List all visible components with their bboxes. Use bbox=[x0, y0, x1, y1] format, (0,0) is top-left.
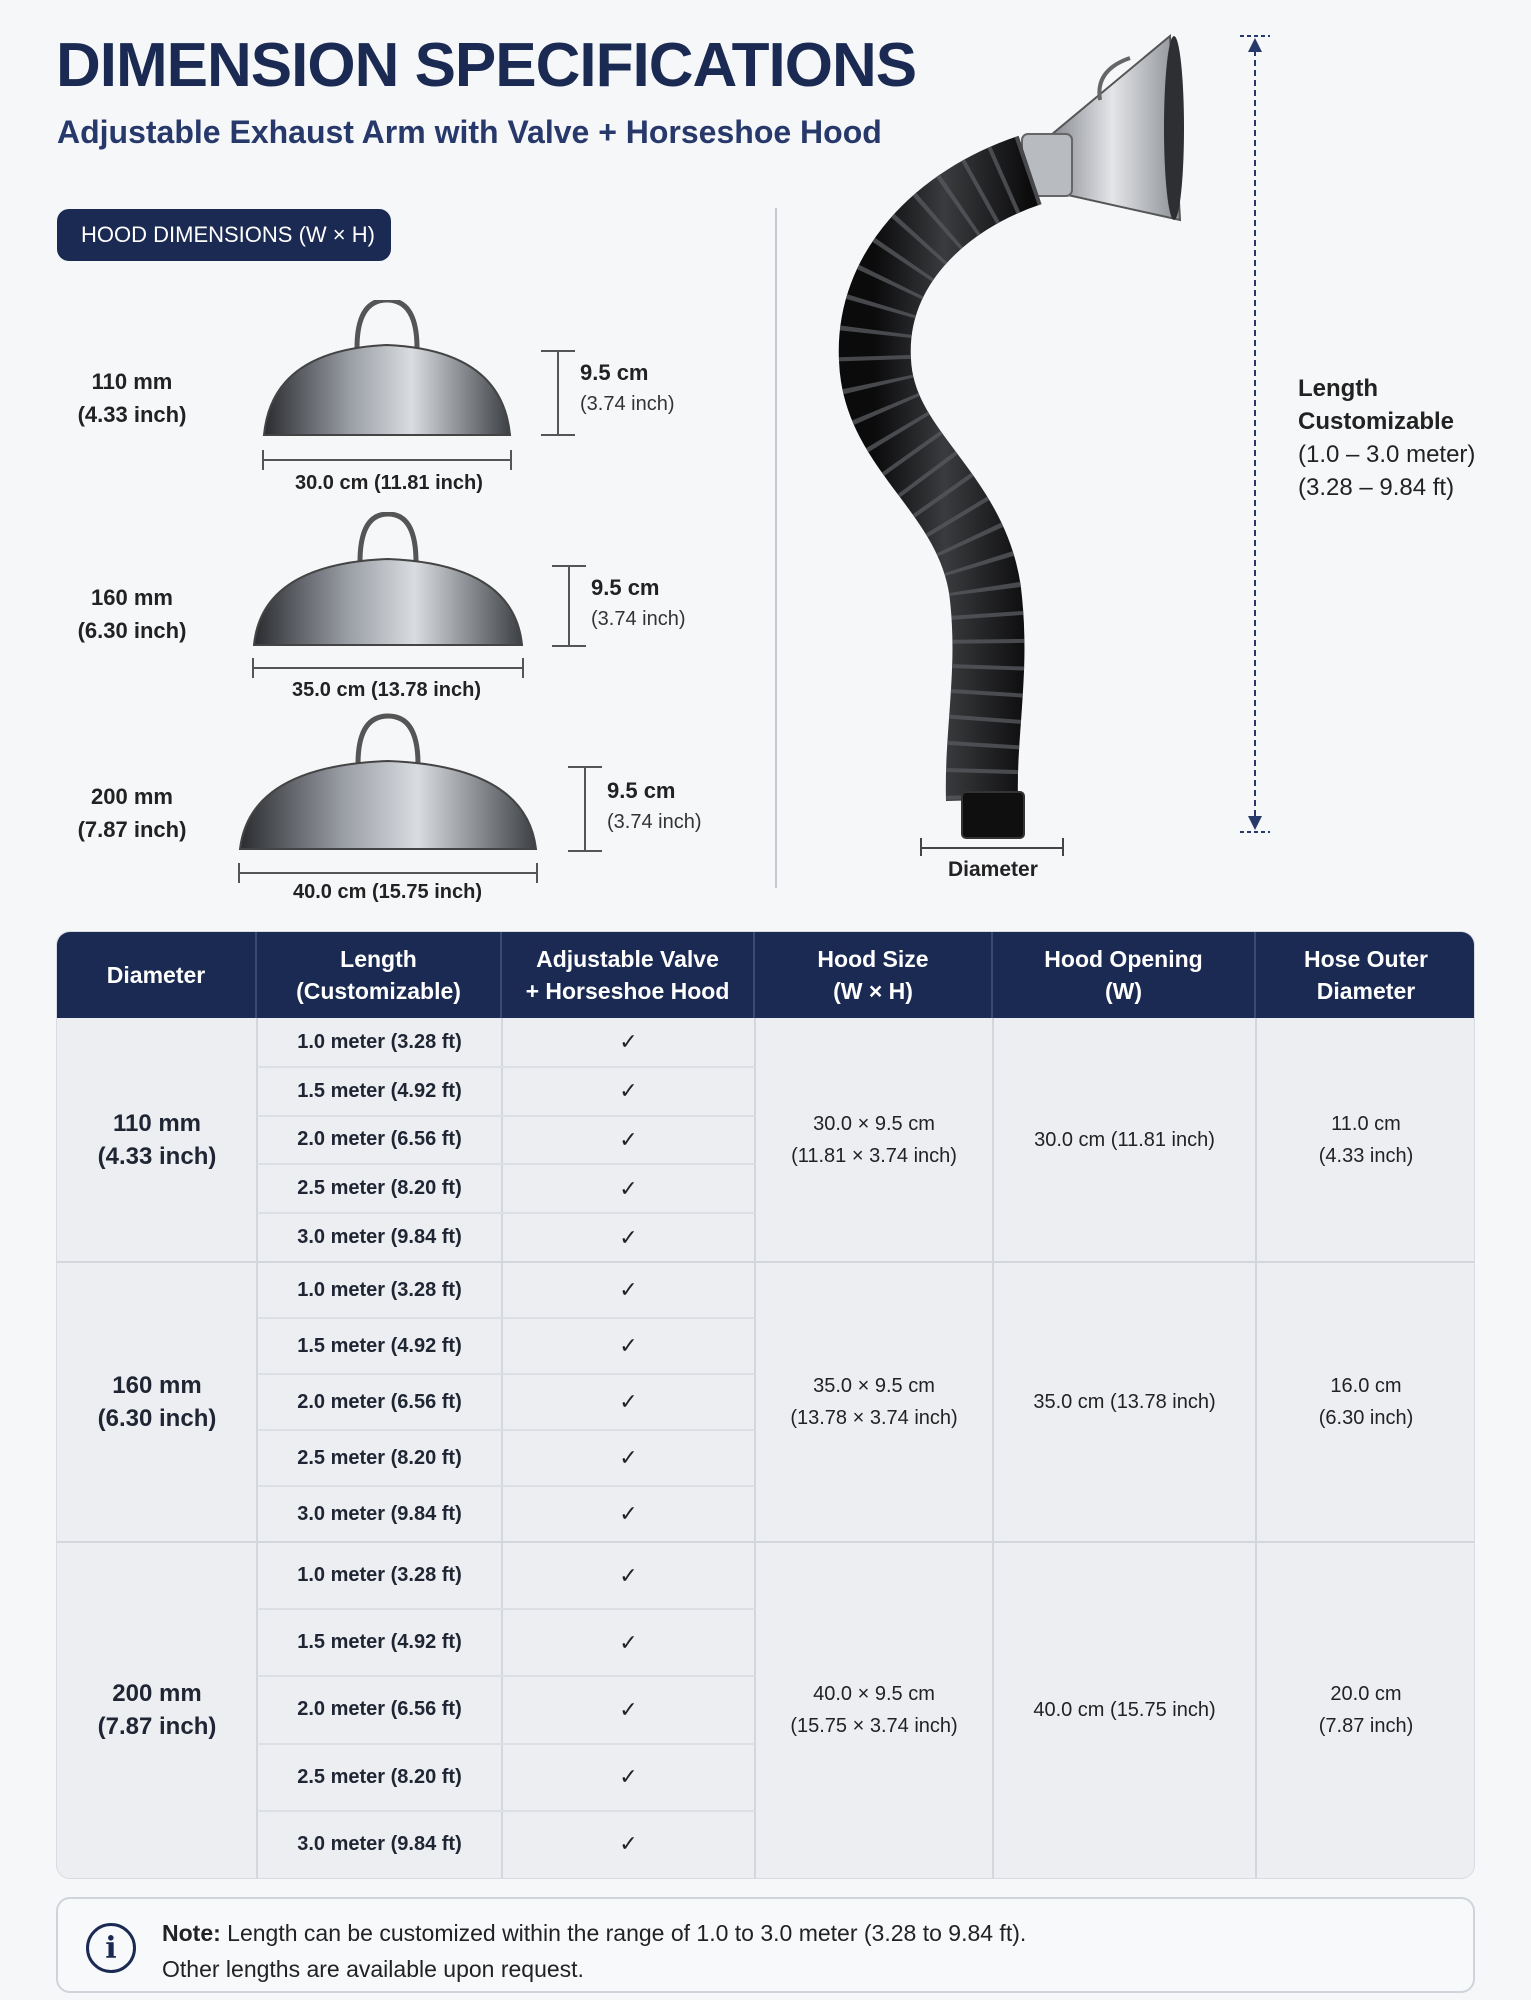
length-title: Length bbox=[1298, 375, 1378, 402]
length-cell bbox=[257, 1067, 502, 1116]
check-icon: ✓ bbox=[619, 1764, 638, 1790]
hood-height-dimension bbox=[552, 565, 586, 647]
length-customizable: Customizable bbox=[1298, 408, 1455, 435]
hood-height-text bbox=[580, 358, 675, 419]
hose-od-inch: (7.87 inch) bbox=[1318, 1715, 1414, 1737]
hood-height-inch: (3.74 inch) bbox=[580, 393, 675, 415]
length-cell bbox=[257, 1164, 502, 1213]
hose-od-cell bbox=[1256, 1018, 1475, 1262]
length-value: 2.0 meter (6.56 ft) bbox=[297, 1390, 462, 1413]
valve-hood-check bbox=[502, 1374, 755, 1430]
length-value: 2.5 meter (8.20 ft) bbox=[297, 1177, 462, 1200]
length-cell bbox=[257, 1374, 502, 1430]
hose-od-cell bbox=[1256, 1262, 1475, 1542]
diameter-cell bbox=[57, 1542, 257, 1878]
length-value: 1.5 meter (4.92 ft) bbox=[297, 1631, 462, 1654]
hood-opening-cell bbox=[993, 1018, 1256, 1262]
valve-hood-check bbox=[502, 1213, 755, 1262]
hood-size-cm: 35.0 × 9.5 cm bbox=[813, 1375, 935, 1397]
note-label: Note: bbox=[162, 1920, 221, 1946]
length-cell bbox=[257, 1018, 502, 1067]
valve-hood-check bbox=[502, 1430, 755, 1486]
hood-height-inch: (3.74 inch) bbox=[607, 811, 702, 833]
header-hood-size: Hood Size (W × H) bbox=[755, 932, 993, 1018]
hood-height-text bbox=[591, 573, 686, 634]
valve-hood-check bbox=[502, 1318, 755, 1374]
length-cell bbox=[257, 1213, 502, 1262]
hood-height-cm: 9.5 cm bbox=[580, 360, 649, 385]
hood-size-cell bbox=[755, 1542, 993, 1878]
check-icon: ✓ bbox=[619, 1175, 638, 1201]
hood-size-label bbox=[52, 780, 212, 846]
valve-hood-check bbox=[502, 1116, 755, 1165]
diameter-mm: 160 mm bbox=[112, 1372, 202, 1399]
diameter-inch: (4.33 inch) bbox=[97, 1143, 217, 1170]
hood-size-inch: (7.87 inch) bbox=[77, 817, 187, 842]
check-icon: ✓ bbox=[619, 1445, 638, 1470]
header-hood-opening: Hood Opening (W) bbox=[993, 932, 1256, 1018]
length-value: 2.0 meter (6.56 ft) bbox=[297, 1128, 462, 1151]
page-subtitle: Adjustable Exhaust Arm with Valve + Horseshoe Hood bbox=[57, 114, 882, 150]
hood-image bbox=[252, 512, 524, 650]
page-title: DIMENSION SPECIFICATIONS bbox=[56, 31, 917, 100]
length-cell bbox=[257, 1486, 502, 1542]
hood-size-cm: 40.0 × 9.5 cm bbox=[813, 1683, 935, 1705]
length-range-feet: (3.28 – 9.84 ft) bbox=[1298, 474, 1455, 501]
length-value: 3.0 meter (9.84 ft) bbox=[297, 1832, 462, 1855]
hose-od-cm: 16.0 cm bbox=[1330, 1375, 1402, 1397]
valve-hood-check bbox=[502, 1018, 755, 1067]
length-cell bbox=[257, 1609, 502, 1676]
length-value: 1.5 meter (4.92 ft) bbox=[297, 1079, 462, 1102]
length-value: 1.5 meter (4.92 ft) bbox=[297, 1334, 462, 1357]
valve-hood-check bbox=[502, 1067, 755, 1116]
check-icon: ✓ bbox=[619, 1389, 638, 1414]
length-value: 1.0 meter (3.28 ft) bbox=[297, 1278, 462, 1301]
check-icon: ✓ bbox=[619, 1277, 638, 1302]
info-icon: i bbox=[86, 1923, 136, 1973]
valve-hood-check bbox=[502, 1164, 755, 1213]
table-header bbox=[57, 932, 1475, 1018]
valve-hood-check bbox=[502, 1744, 755, 1811]
hood-size-label bbox=[52, 581, 212, 647]
check-icon: ✓ bbox=[619, 1831, 638, 1857]
diameter-label: Diameter bbox=[948, 858, 1038, 881]
hood-size-inch: (6.30 inch) bbox=[77, 618, 187, 643]
hood-size-mm: 200 mm bbox=[91, 784, 173, 809]
length-cell bbox=[257, 1542, 502, 1609]
check-icon: ✓ bbox=[619, 1126, 638, 1152]
hood-opening-cell bbox=[993, 1262, 1256, 1542]
diameter-mm: 200 mm bbox=[112, 1680, 202, 1707]
hood-width-dimension bbox=[238, 863, 538, 883]
valve-hood-check bbox=[502, 1262, 755, 1318]
length-range-meter: (1.0 – 3.0 meter) bbox=[1298, 441, 1476, 468]
hood-height-cm: 9.5 cm bbox=[607, 778, 676, 803]
length-value: 2.5 meter (8.20 ft) bbox=[297, 1765, 462, 1788]
exhaust-arm-image bbox=[830, 30, 1230, 840]
hose-od-cm: 20.0 cm bbox=[1330, 1683, 1402, 1705]
valve-hood-check bbox=[502, 1676, 755, 1743]
hood-size-inch: (15.75 × 3.74 inch) bbox=[790, 1715, 958, 1737]
diameter-mm: 110 mm bbox=[112, 1110, 202, 1137]
hood-size-cell bbox=[755, 1018, 993, 1262]
check-icon: ✓ bbox=[619, 1629, 638, 1655]
hood-size-inch: (11.81 × 3.74 inch) bbox=[791, 1145, 957, 1167]
hood-opening-value: 40.0 cm (15.75 inch) bbox=[1033, 1699, 1216, 1721]
hood-size-inch: (13.78 × 3.74 inch) bbox=[790, 1407, 958, 1429]
hose-od-inch: (6.30 inch) bbox=[1318, 1407, 1414, 1429]
length-cell bbox=[257, 1744, 502, 1811]
length-value: 2.5 meter (8.20 ft) bbox=[297, 1446, 462, 1469]
check-icon: ✓ bbox=[619, 1696, 638, 1722]
hood-width-dimension bbox=[252, 658, 524, 678]
length-label bbox=[1298, 372, 1475, 504]
diameter-cell bbox=[57, 1018, 257, 1262]
diameter-inch: (7.87 inch) bbox=[97, 1713, 217, 1740]
hood-size-cell bbox=[755, 1262, 993, 1542]
length-value: 2.0 meter (6.56 ft) bbox=[297, 1698, 462, 1721]
length-cell bbox=[257, 1262, 502, 1318]
check-icon: ✓ bbox=[619, 1078, 638, 1104]
length-cell bbox=[257, 1811, 502, 1878]
note-line-1: Length can be customized within the range of 1.0 to 3.0 meter (3.28 to 9.84 ft). bbox=[227, 1920, 1027, 1946]
hood-image bbox=[262, 300, 512, 440]
length-cell bbox=[257, 1318, 502, 1374]
diameter-cell bbox=[57, 1262, 257, 1542]
hood-height-dimension bbox=[568, 766, 602, 852]
section-divider bbox=[775, 208, 777, 888]
length-value: 1.0 meter (3.28 ft) bbox=[297, 1030, 462, 1053]
hose-od-cm: 11.0 cm bbox=[1331, 1113, 1401, 1135]
hood-size-cm: 30.0 × 9.5 cm bbox=[813, 1113, 935, 1135]
hood-opening-value: 35.0 cm (13.78 inch) bbox=[1033, 1391, 1216, 1413]
header-length: Length (Customizable) bbox=[257, 932, 502, 1018]
length-value: 3.0 meter (9.84 ft) bbox=[297, 1226, 462, 1249]
hood-width-text: 35.0 cm (13.78 inch) bbox=[292, 679, 481, 701]
length-cell bbox=[257, 1676, 502, 1743]
length-value: 1.0 meter (3.28 ft) bbox=[297, 1564, 462, 1587]
hood-size-mm: 110 mm bbox=[91, 369, 173, 394]
hood-height-dimension bbox=[541, 350, 575, 436]
hose-od-inch: (4.33 inch) bbox=[1318, 1145, 1414, 1167]
specifications-table bbox=[56, 931, 1475, 1879]
hood-height-cm: 9.5 cm bbox=[591, 575, 660, 600]
diameter-dimension-line bbox=[920, 838, 1064, 858]
valve-hood-check bbox=[502, 1542, 755, 1609]
hood-height-text bbox=[607, 776, 702, 837]
hood-height-inch: (3.74 inch) bbox=[591, 608, 686, 630]
check-icon: ✓ bbox=[619, 1501, 638, 1526]
hood-width-text: 40.0 cm (15.75 inch) bbox=[293, 881, 482, 903]
length-cell bbox=[257, 1430, 502, 1486]
hood-size-inch: (4.33 inch) bbox=[77, 402, 187, 427]
check-icon: ✓ bbox=[619, 1029, 638, 1055]
header-diameter: Diameter bbox=[57, 932, 257, 1018]
hood-opening-value: 30.0 cm (11.81 inch) bbox=[1034, 1129, 1215, 1151]
header-hose-od: Hose Outer Diameter bbox=[1304, 946, 1428, 1004]
length-dimension-line bbox=[1240, 34, 1270, 834]
valve-hood-check bbox=[502, 1811, 755, 1878]
header-valve-hood: Adjustable Valve + Horseshoe Hood bbox=[502, 932, 755, 1018]
note-text bbox=[162, 1915, 1026, 1987]
valve-hood-check bbox=[502, 1486, 755, 1542]
note-box bbox=[56, 1897, 1475, 1993]
hood-image bbox=[238, 712, 538, 854]
hood-width-dimension bbox=[262, 450, 512, 470]
hood-opening-cell bbox=[993, 1542, 1256, 1878]
check-icon: ✓ bbox=[619, 1224, 638, 1250]
hood-dimensions-badge: HOOD DIMENSIONS (W × H) bbox=[57, 209, 391, 261]
hood-width-text: 30.0 cm (11.81 inch) bbox=[295, 472, 483, 494]
length-value: 3.0 meter (9.84 ft) bbox=[297, 1502, 462, 1525]
note-line-2: Other lengths are available upon request. bbox=[162, 1956, 584, 1982]
diameter-inch: (6.30 inch) bbox=[97, 1405, 217, 1432]
hood-size-label bbox=[52, 365, 212, 431]
length-cell bbox=[257, 1116, 502, 1165]
check-icon: ✓ bbox=[619, 1333, 638, 1358]
valve-hood-check bbox=[502, 1609, 755, 1676]
hose-od-cell bbox=[1256, 1542, 1475, 1878]
check-icon: ✓ bbox=[619, 1562, 638, 1588]
hood-size-mm: 160 mm bbox=[91, 585, 173, 610]
